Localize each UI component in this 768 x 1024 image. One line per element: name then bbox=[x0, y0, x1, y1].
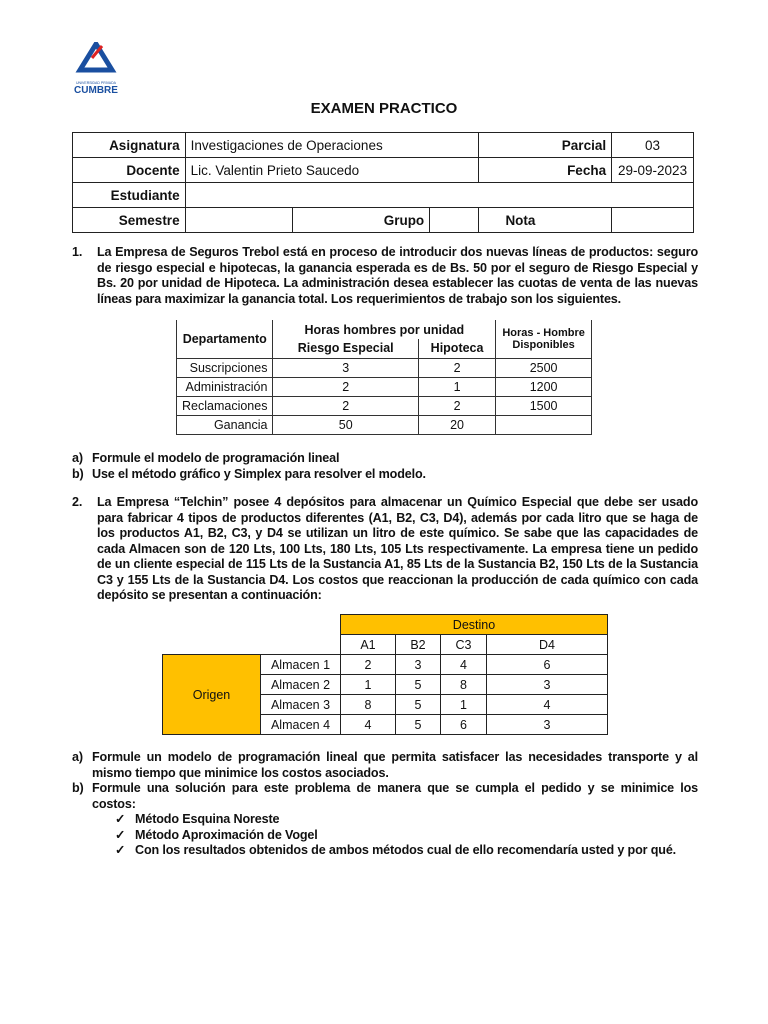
col-header: Hipoteca bbox=[418, 339, 495, 358]
question-number: 2. bbox=[72, 495, 83, 509]
text: Formule el modelo de programación lineal bbox=[92, 451, 340, 465]
cell: Reclamaciones bbox=[177, 396, 273, 415]
cell: 2 bbox=[418, 396, 495, 415]
checkmark-icon: ✓ bbox=[115, 827, 126, 842]
text: 8 bbox=[341, 695, 396, 715]
fecha-label: Fecha bbox=[479, 158, 612, 183]
text: 8 bbox=[441, 675, 487, 695]
cell: 2 bbox=[418, 358, 495, 377]
text: Con los resultados obtenidos de ambos métodos cual de ello recomendaría usted y por qué. bbox=[135, 843, 677, 857]
cell: 20 bbox=[418, 415, 495, 434]
text: Formule una solución para este problema de manera que se cumpla el pedido y se minimice los costos: bbox=[92, 781, 698, 811]
text: 3 bbox=[487, 675, 608, 695]
origen-header: Origen bbox=[163, 655, 261, 735]
text: Almacen 1 bbox=[261, 655, 341, 675]
question-text: La Empresa de Seguros Trebol está en proceso de introducir dos nuevas líneas de productos: seguro de riesgo especial e hipotecas, la ganancia esperada es de Bs. 50 por el seguro de Riesgo Especial y Bs. 20 por unidad de Hipoteca. La administración desea establecer las cuotas de venta de las nuevas líneas para maximizar la ganancia total. Los requerimientos de trabajo son los siguientes. bbox=[97, 245, 698, 306]
text: 5 bbox=[396, 715, 441, 735]
question-2 bbox=[72, 495, 698, 604]
text: 1 bbox=[341, 675, 396, 695]
cell: 1200 bbox=[496, 377, 592, 396]
asignatura-value: Investigaciones de Operaciones bbox=[185, 133, 479, 158]
text: 4 bbox=[341, 715, 396, 735]
table-row bbox=[177, 377, 592, 396]
question-2-items bbox=[72, 750, 698, 859]
docente-label: Docente bbox=[73, 158, 186, 183]
estudiante-field[interactable] bbox=[185, 183, 693, 208]
requirements-table bbox=[176, 320, 592, 435]
cell: 2 bbox=[273, 396, 418, 415]
asignatura-label: Asignatura bbox=[73, 133, 186, 158]
list-item bbox=[72, 467, 698, 483]
text: Método Esquina Noreste bbox=[135, 812, 280, 826]
grupo-label: Grupo bbox=[293, 208, 430, 233]
text: Use el método gráfico y Simplex para resolver el modelo. bbox=[92, 466, 426, 481]
col-header: Departamento bbox=[177, 320, 273, 358]
col-header: B2 bbox=[396, 635, 441, 655]
nota-label: Nota bbox=[479, 208, 612, 233]
checkmark-icon: ✓ bbox=[115, 843, 126, 857]
text: 6 bbox=[487, 655, 608, 675]
checkmark-icon: ✓ bbox=[115, 812, 126, 826]
parcial-label: Parcial bbox=[479, 133, 612, 158]
text: Almacen 4 bbox=[261, 715, 341, 735]
header-table bbox=[72, 132, 694, 233]
university-logo: UNIVERSIDAD PRIVADA CUMBRE bbox=[66, 42, 126, 92]
text: 1 bbox=[441, 695, 487, 715]
text: b) bbox=[72, 466, 84, 481]
table-row bbox=[177, 396, 592, 415]
cell: Suscripciones bbox=[177, 358, 273, 377]
cell: Administración bbox=[177, 377, 273, 396]
list-item bbox=[72, 828, 698, 844]
cell: 3 bbox=[273, 358, 418, 377]
question-1 bbox=[72, 245, 698, 307]
parcial-value: 03 bbox=[612, 133, 694, 158]
semestre-label: Semestre bbox=[73, 208, 186, 233]
text: b) bbox=[72, 781, 84, 795]
question-text: La Empresa “Telchin” posee 4 depósitos para almacenar un Químico Especial que debe ser usado para fabricar 4 tipos de productos diferentes (A1, B2, C3, D4), además por cada litro que se haga de los productos A1, B2, C3, y D4 se utilizan un litro de este químico. Se sabe que las capacidades de cada Almacen son de 120 Lts, 100 Lts, 180 Lts, 105 Lts respectivamente. La empresa tiene un pedido de un cliente especial de 115 Lts de la Sustancia A1, 85 Lts de la Sustancia B2, 150 Lts de la Sustancia C3 y 155 Lts de la Sustancia D4. Los costos que reaccionan la producción de cada químico con cada depósito se presentan a continuación: bbox=[97, 495, 698, 602]
text: Método Aproximación de Vogel bbox=[135, 827, 318, 842]
text: 2 bbox=[341, 655, 396, 675]
docente-value: Lic. Valentin Prieto Saucedo bbox=[185, 158, 479, 183]
cell bbox=[496, 415, 592, 434]
question-1-items bbox=[72, 451, 698, 482]
nota-field[interactable] bbox=[612, 208, 694, 233]
text: 4 bbox=[441, 655, 487, 675]
text: 3 bbox=[396, 655, 441, 675]
cost-table bbox=[162, 614, 608, 735]
estudiante-label: Estudiante bbox=[73, 183, 186, 208]
text: 5 bbox=[396, 695, 441, 715]
text: Almacen 3 bbox=[261, 695, 341, 715]
cell: 1 bbox=[418, 377, 495, 396]
col-header: A1 bbox=[341, 635, 396, 655]
text: Almacen 2 bbox=[261, 675, 341, 695]
destino-header: Destino bbox=[341, 615, 608, 635]
list-item bbox=[72, 812, 698, 828]
text: 3 bbox=[487, 715, 608, 735]
col-header: D4 bbox=[487, 635, 608, 655]
list-item bbox=[72, 750, 698, 781]
text: 5 bbox=[396, 675, 441, 695]
cell: 1500 bbox=[496, 396, 592, 415]
text: 4 bbox=[487, 695, 608, 715]
grupo-field[interactable] bbox=[430, 208, 479, 233]
question-number: 1. bbox=[72, 245, 83, 259]
table-row bbox=[177, 358, 592, 377]
col-header: Horas hombres por unidad bbox=[273, 320, 496, 339]
text: a) bbox=[72, 451, 83, 465]
cell: 50 bbox=[273, 415, 418, 434]
semestre-field[interactable] bbox=[185, 208, 292, 233]
list-item bbox=[72, 843, 698, 859]
text: a) bbox=[72, 750, 83, 764]
text: 6 bbox=[441, 715, 487, 735]
table-row bbox=[163, 655, 608, 675]
fecha-value: 29-09-2023 bbox=[612, 158, 694, 183]
page-title: EXAMEN PRACTICO bbox=[310, 100, 458, 117]
list-item bbox=[72, 451, 698, 467]
text: Formule un modelo de programación lineal que permita satisfacer las necesidades transporte y al mismo tiempo que minimice los costos asociados. bbox=[92, 750, 698, 780]
cell: 2500 bbox=[496, 358, 592, 377]
list-item bbox=[72, 781, 698, 812]
col-header: Riesgo Especial bbox=[273, 339, 418, 358]
cell: 2 bbox=[273, 377, 418, 396]
col-header: Horas - Hombre Disponibles bbox=[496, 320, 592, 358]
cell: Ganancia bbox=[177, 415, 273, 434]
col-header: C3 bbox=[441, 635, 487, 655]
table-row bbox=[177, 415, 592, 434]
